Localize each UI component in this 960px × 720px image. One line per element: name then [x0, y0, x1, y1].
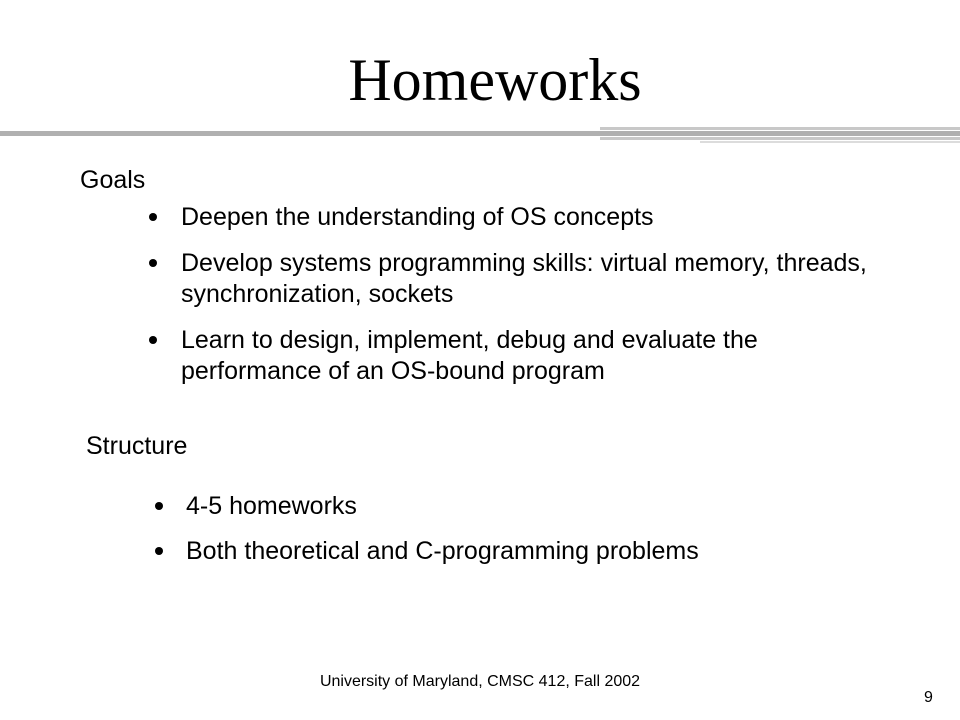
bullet-dot-icon [149, 336, 157, 344]
structure-list-item [186, 491, 886, 522]
bullet-dot-icon [149, 259, 157, 267]
structure-list-item [186, 536, 886, 567]
structure-item-text: 4-5 homeworks [186, 492, 357, 520]
bullet-dot-icon [149, 213, 157, 221]
goals-heading: Goals [80, 166, 146, 194]
goals-list [181, 202, 881, 387]
goals-list-item [181, 325, 881, 387]
slide-title: Homeworks [348, 47, 642, 113]
goals-item-text: Develop systems programming skills: virtual memory, threads, synchronization, sockets [181, 249, 867, 308]
title-underline-rule [600, 127, 960, 130]
title-underline-rule [700, 141, 960, 143]
goals-list-item [181, 202, 881, 233]
bullet-dot-icon [155, 502, 163, 510]
structure-list [186, 491, 886, 567]
goals-item-text: Deepen the understanding of OS concepts [181, 203, 654, 231]
structure-item-text: Both theoretical and C-programming problems [186, 537, 699, 565]
bullet-dot-icon [155, 547, 163, 555]
structure-heading: Structure [86, 432, 188, 460]
title-underline-rule [0, 131, 960, 136]
page-number: 9 [924, 689, 933, 706]
goals-item-text: Learn to design, implement, debug and evaluate the performance of an OS-bound program [181, 326, 758, 385]
slide-footer: University of Maryland, CMSC 412, Fall 2002 [319, 673, 641, 690]
goals-list-item [181, 248, 881, 310]
title-underline-rule [600, 137, 960, 140]
